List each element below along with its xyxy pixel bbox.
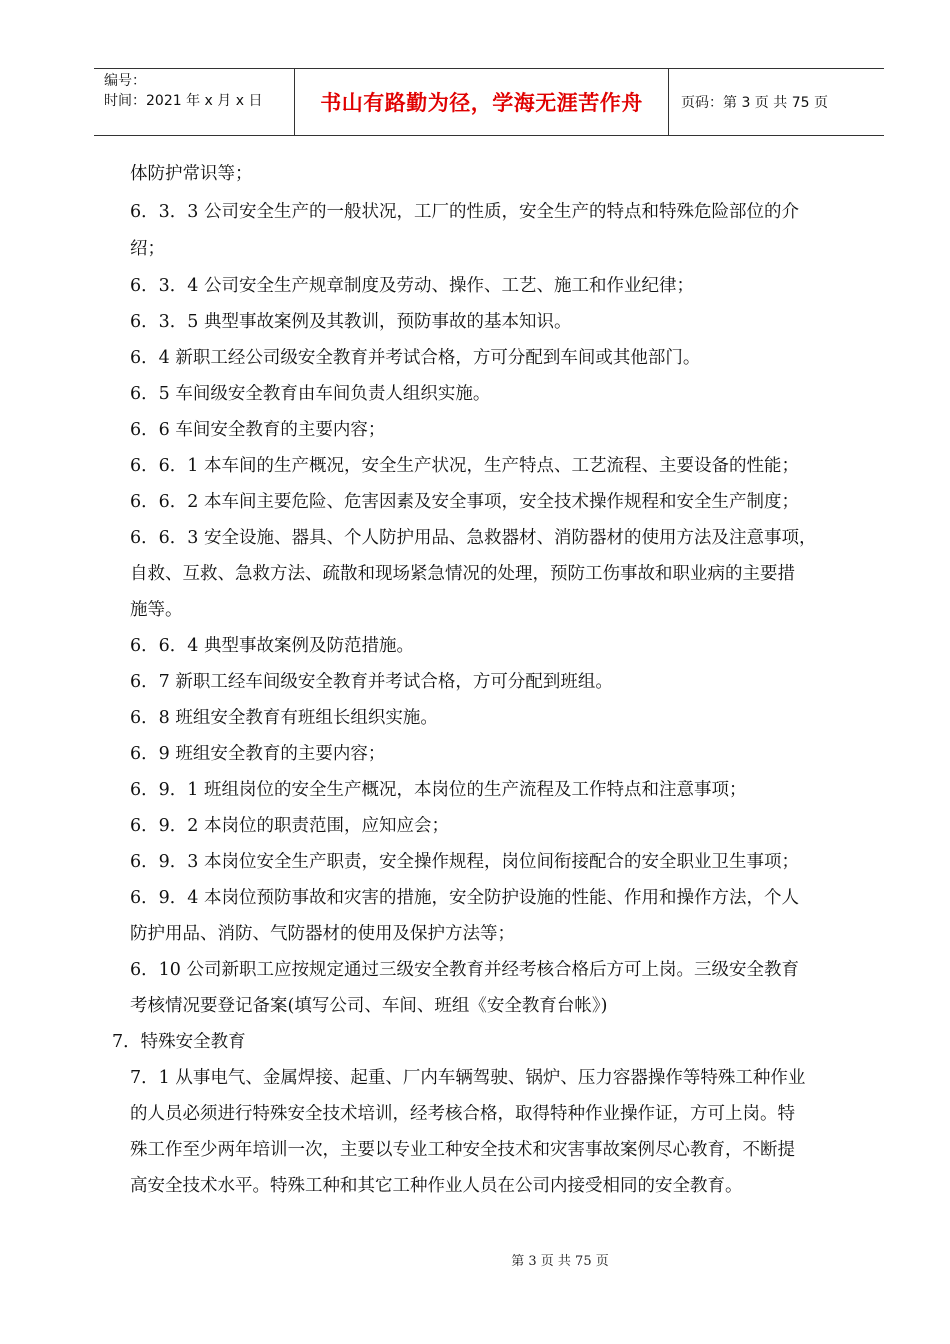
header-motto: 书山有路勤为径，学海无涯苦作舟 — [320, 91, 643, 115]
body-line: 6．9 班组安全教育的主要内容； — [130, 744, 386, 764]
body-line: 6．6．1 本车间的生产概况，安全生产状况，生产特点、工艺流程、主要设备的性能； — [130, 456, 799, 476]
body-line: 防护用品、消防、气防器材的使用及保护方法等； — [130, 924, 515, 944]
body-line: 6．9．3 本岗位安全生产职责，安全操作规程，岗位间衔接配合的安全职业卫生事项； — [130, 852, 799, 872]
section-heading: 7．特殊安全教育 — [112, 1032, 246, 1052]
body-line: 绍； — [130, 239, 165, 259]
body-line: 6．7 新职工经车间级安全教育并考试合格，方可分配到班组。 — [130, 672, 613, 692]
document-header — [94, 68, 884, 136]
body-line: 6．3．5 典型事故案例及其教训，预防事故的基本知识。 — [130, 312, 572, 332]
body-line: 6．9．1 班组岗位的安全生产概况，本岗位的生产流程及工作特点和注意事项； — [130, 780, 747, 800]
body-line: 6．4 新职工经公司级安全教育并考试合格，方可分配到车间或其他部门。 — [130, 348, 701, 368]
body-line: 6．9．2 本岗位的职责范围，应知应会； — [130, 816, 449, 836]
body-line: 6．3．3 公司安全生产的一般状况，工厂的性质，安全生产的特点和特殊危险部位的介 — [130, 202, 799, 222]
body-line: 殊工作至少两年培训一次，主要以专业工种安全技术和灾害事故案例尽心教育，不断提 — [130, 1140, 795, 1160]
header-meta-cell — [94, 69, 295, 135]
body-line: 6．3．4 公司安全生产规章制度及劳动、操作、工艺、施工和作业纪律； — [130, 276, 694, 296]
body-line: 施等。 — [130, 600, 183, 620]
body-line: 6．5 车间级安全教育由车间负责人组织实施。 — [130, 384, 491, 404]
header-page-info: 页码：第 3 页 共 75 页 — [681, 95, 828, 111]
page-footer: 第 3 页 共 75 页 — [511, 1254, 609, 1269]
body-line: 6．10 公司新职工应按规定通过三级安全教育并经考核合格后方可上岗。三级安全教育 — [130, 960, 799, 980]
body-line: 7．1 从事电气、金属焊接、起重、厂内车辆驾驶、锅炉、压力容器操作等特殊工种作业 — [130, 1068, 806, 1088]
body-line: 考核情况要登记备案(填写公司、车间、班组《安全教育台帐》) — [130, 996, 608, 1016]
body-line: 6．6．4 典型事故案例及防范措施。 — [130, 636, 414, 656]
body-line: 6．6．2 本车间主要危险、危害因素及安全事项，安全技术操作规程和安全生产制度； — [130, 492, 799, 512]
body-line: 体防护常识等； — [130, 164, 253, 184]
header-motto-cell — [295, 69, 669, 135]
body-line: 6．9．4 本岗位预防事故和灾害的措施，安全防护设施的性能、作用和操作方法，个人 — [130, 888, 799, 908]
body-line: 6．8 班组安全教育有班组长组织实施。 — [130, 708, 438, 728]
body-line: 自救、互救、急救方法、疏散和现场紧急情况的处理，预防工伤事故和职业病的主要措 — [130, 564, 795, 584]
document-time-label: 时间：2021 年 x 月 x 日 — [104, 93, 263, 109]
body-line: 高安全技术水平。特殊工种和其它工种作业人员在公司内接受相同的安全教育。 — [130, 1176, 743, 1196]
document-number-label: 编号： — [104, 73, 146, 89]
body-line: 6．6．3 安全设施、器具、个人防护用品、急救器材、消防器材的使用方法及注意事项， — [130, 528, 817, 548]
body-line: 的人员必须进行特殊安全技术培训，经考核合格，取得特种作业操作证，方可上岗。特 — [130, 1104, 795, 1124]
body-line: 6．6 车间安全教育的主要内容； — [130, 420, 386, 440]
header-page-cell — [669, 69, 884, 135]
